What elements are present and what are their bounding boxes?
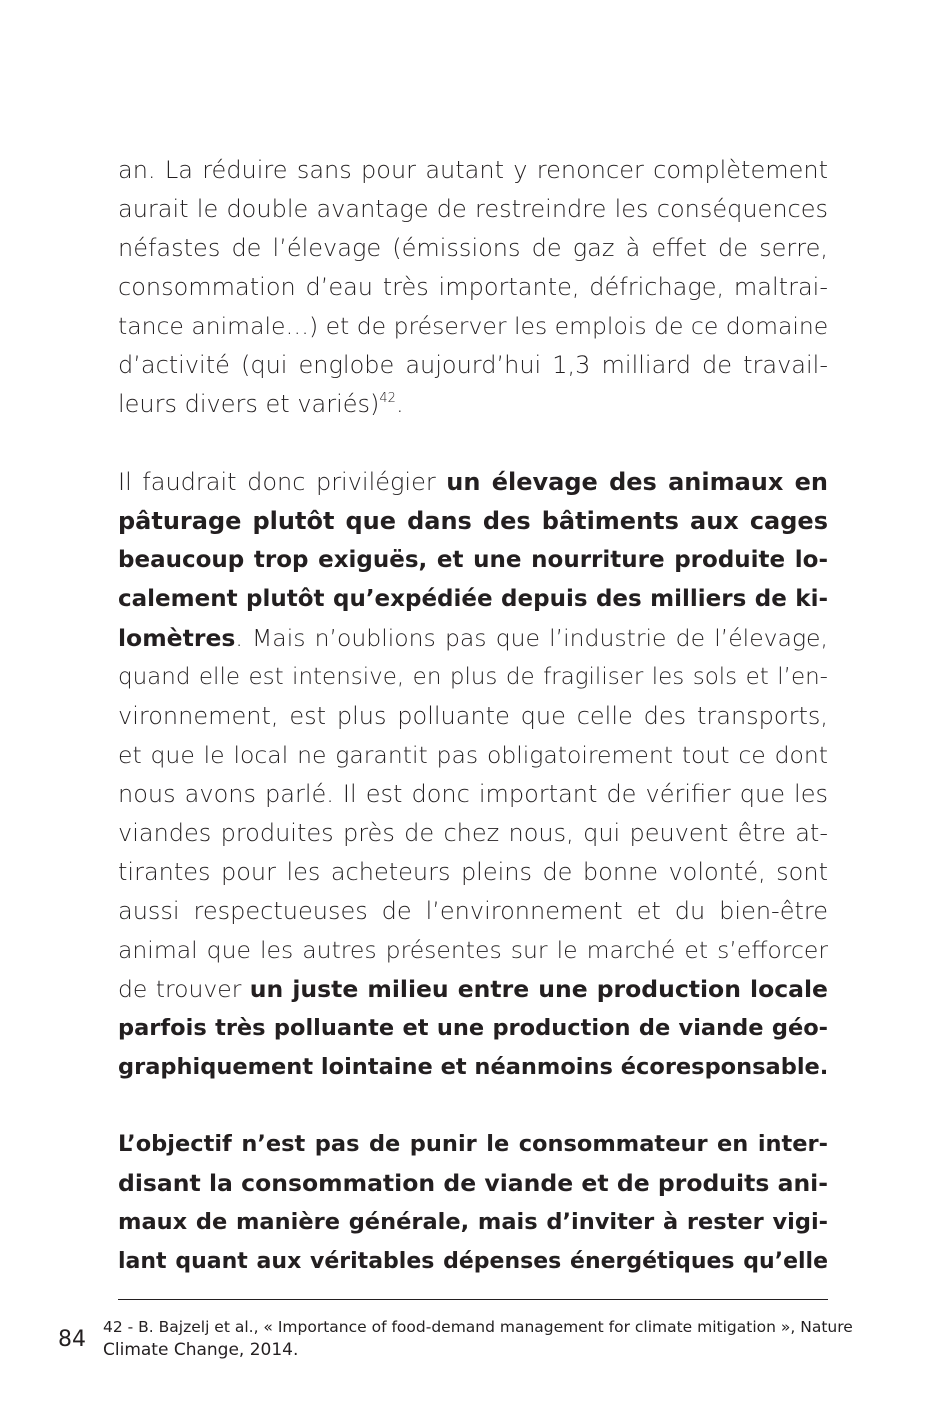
text-line: nous avons parlé. Il est donc important de vérifier que les [118, 780, 828, 808]
emphasis-line: disant la consommation de viande et de produits ani- [118, 1169, 828, 1197]
emphasis-line: parfois très polluante et une production de viande géo- [118, 1015, 828, 1041]
text-line: consommation d’eau très importante, défrichage, maltrai- [118, 273, 828, 301]
text-line: an. La réduire sans pour autant y renoncer complètement [118, 156, 828, 184]
text-line: aurait le double avantage de restreindre les conséquences [118, 195, 828, 223]
text-line [118, 463, 828, 502]
text-line: néfastes de l’élevage (émissions de gaz à effet de serre, [118, 234, 828, 262]
emphasis-text: un élevage des animaux en [446, 468, 828, 496]
text-line: quand elle est intensive, en plus de fragiliser les sols et l’en- [118, 664, 828, 690]
emphasis-text: un juste milieu entre une production locale [249, 975, 828, 1003]
footnote [103, 1316, 863, 1362]
footnote-divider [118, 1299, 828, 1300]
emphasis-line: pâturage plutôt que dans des bâtiments aux cages [118, 507, 828, 535]
text-segment: de trouver [118, 975, 250, 1003]
emphasis-line: beaucoup trop exiguës, et une nourriture produite lo- [118, 547, 828, 573]
text-line: d’activité (qui englobe aujourd’hui 1,3 milliard de travail- [118, 351, 828, 379]
text-line: tirantes pour les acheteurs pleins de bonne volonté, sont [118, 858, 828, 886]
text-line: et que le local ne garantit pas obligatoirement tout ce dont [118, 741, 828, 769]
text-line: animal que les autres présentes sur le marché et s’efforcer [118, 936, 828, 964]
emphasis-text: lomètres [118, 624, 236, 652]
text-line: vironnement, est plus polluante que celle des transports, [118, 702, 828, 730]
emphasis-line: maux de manière générale, mais d’inviter à rester vigi- [118, 1209, 828, 1235]
footnote-reference[interactable]: 42 [379, 391, 396, 406]
emphasis-line: calement plutôt qu’expédiée depuis des milliers de ki- [118, 586, 828, 612]
footnote-line: Climate Change, 2014. [103, 1340, 299, 1360]
emphasis-line: L’objectif n’est pas de punir le consommateur en inter- [118, 1131, 828, 1157]
text-line: viandes produites près de chez nous, qui peuvent être at- [118, 819, 828, 847]
text-segment: leurs divers et variés) [118, 390, 380, 418]
emphasis-line: lant quant aux véritables dépenses énergétiques qu’elle [118, 1249, 828, 1274]
text-segment: . Mais n’oublions pas que l’industrie de l’élevage, [235, 624, 828, 652]
page-number: 84 [58, 1327, 86, 1352]
text-line: aussi respectueuses de l’environnement et du bien-être [118, 897, 828, 925]
text-line [118, 970, 828, 1009]
emphasis-line: graphiquement lointaine et néanmoins écoresponsable. [118, 1054, 828, 1080]
text-line [118, 385, 828, 424]
text-line: tance animale…) et de préserver les emplois de ce domaine [118, 312, 828, 340]
text-segment: Il faudrait donc privilégier [118, 468, 447, 496]
paragraph-3 [118, 1125, 828, 1281]
paragraph-1 [118, 151, 828, 424]
footnote-line: 42 - B. Bajzelj et al., « Importance of food-demand management for climate mitigation », Nature [103, 1318, 853, 1336]
text-line [118, 619, 828, 658]
paragraph-2 [118, 463, 828, 1087]
text-segment: . [395, 390, 404, 418]
